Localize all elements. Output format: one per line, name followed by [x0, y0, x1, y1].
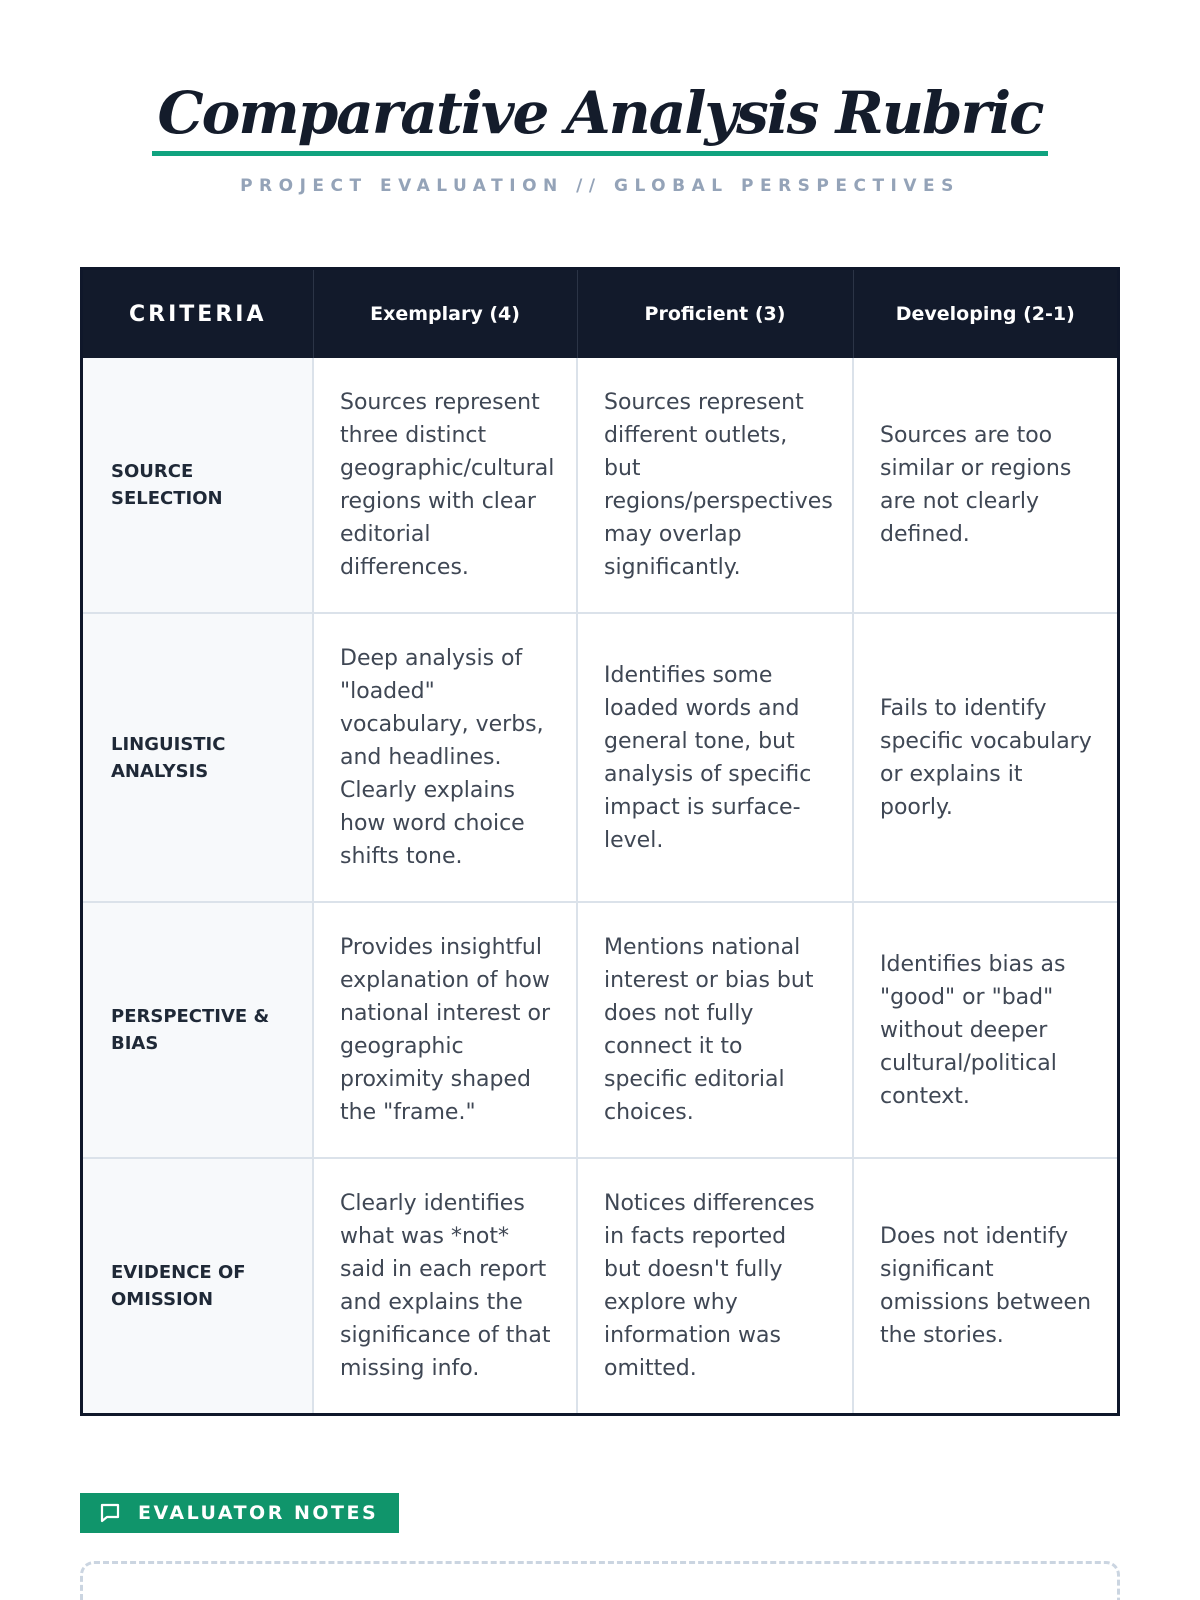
rubric-table — [80, 267, 1120, 1416]
title-block — [152, 78, 1049, 158]
table-row — [83, 358, 1117, 613]
criterion-label: LINGUISTIC ANALYSIS — [83, 613, 313, 902]
page-subtitle: PROJECT EVALUATION // GLOBAL PERSPECTIVES — [240, 176, 960, 196]
evaluator-notes-badge — [80, 1493, 399, 1533]
exemplary-cell: Deep analysis of "loaded" vocabulary, verbs, and headlines. Clearly explains how word choice shifts tone. — [313, 613, 577, 902]
evaluator-notes-label: EVALUATOR NOTES — [138, 1502, 379, 1524]
criterion-label: PERSPECTIVE & BIAS — [83, 902, 313, 1158]
developing-cell: Identifies bias as "good" or "bad" without deeper cultural/political context. — [853, 902, 1117, 1158]
criterion-label: EVIDENCE OF OMISSION — [83, 1158, 313, 1413]
page-header — [0, 78, 1200, 196]
proficient-cell: Identifies some loaded words and general tone, but analysis of specific impact is surface-level. — [577, 613, 853, 902]
proficient-cell: Mentions national interest or bias but does not fully connect it to specific editorial choices. — [577, 902, 853, 1158]
message-square-icon — [98, 1501, 122, 1525]
table-row — [83, 902, 1117, 1158]
title-underline — [152, 151, 1049, 156]
developing-cell: Does not identify significant omissions between the stories. — [853, 1158, 1117, 1413]
evaluator-notes-area[interactable] — [80, 1561, 1120, 1600]
table-header-row — [83, 270, 1117, 358]
column-header-criteria: CRITERIA — [83, 270, 313, 358]
exemplary-cell: Provides insightful explanation of how national interest or geographic proximity shaped the "frame." — [313, 902, 577, 1158]
column-header-proficient: Proficient (3) — [577, 270, 853, 358]
exemplary-cell: Clearly identifies what was *not* said in each report and explains the significance of that missing info. — [313, 1158, 577, 1413]
table-row — [83, 613, 1117, 902]
column-header-developing: Developing (2-1) — [853, 270, 1117, 358]
page-title: Comparative Analysis Rubric — [157, 79, 1043, 147]
developing-cell: Fails to identify specific vocabulary or explains it poorly. — [853, 613, 1117, 902]
proficient-cell: Notices differences in facts reported but doesn't fully explore why information was omitted. — [577, 1158, 853, 1413]
criterion-label: SOURCE SELECTION — [83, 358, 313, 613]
developing-cell: Sources are too similar or regions are not clearly defined. — [880, 423, 1072, 547]
proficient-cell: Sources represent different outlets, but regions/perspectives may overlap significantly. — [577, 358, 853, 613]
column-header-exemplary: Exemplary (4) — [313, 270, 577, 358]
table-row — [83, 1158, 1117, 1413]
exemplary-cell: Sources represent three distinct geographic/cultural regions with clear editorial differences. — [313, 358, 577, 613]
